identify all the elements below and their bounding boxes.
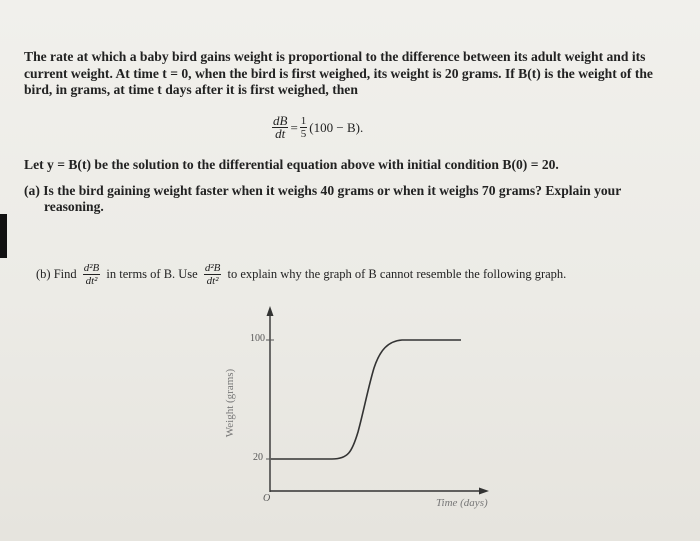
y-axis-label: Weight (grams) <box>224 368 237 438</box>
one-fifth-fraction: $\frac{1}{5}$ <box>300 115 307 140</box>
problem-intro: The rate at which a baby bird gains weight is proportional to the difference between its adult weight and its current weight. At time t = 0, when the bird is first weighed, its weight is 20 grams. If B(t) is the weight of the bird, in grams, at time t days after it is first weighed, then <box>24 49 653 97</box>
initial-condition-statement: Let y = B(t) be the solution to the differential equation above with initial condition B(0) = 20. <box>24 157 559 172</box>
y-tick-label-100: 100 <box>250 333 265 344</box>
part-a-question: (a) Is the bird gaining weight faster when it weighs 40 grams or when it weighs 70 grams? Explain your reasoning. <box>24 183 622 214</box>
x-axis-label: Time (days) <box>436 497 488 509</box>
y-axis-arrow <box>267 306 274 316</box>
dB-dt-fraction: $\frac{dB}{dt}$ <box>273 113 288 141</box>
weight-curve <box>271 340 461 459</box>
part-b-question: (b) Find $\frac{\text{d²B}}{\text{dt²}}$ in terms of B. Use $\frac{\text{d²B}}{\text{dt²}}$ to explain why the graph of B cannot resemble the following graph. <box>36 262 567 287</box>
differential-equation: $\frac{dB}{dt}$ = $\frac{1}{5}$ (100 − B). <box>273 113 364 141</box>
origin-label: O <box>263 493 271 504</box>
y-tick-label-20: 20 <box>253 452 263 463</box>
second-derivative-fraction-2: $\frac{\text{d²B}}{\text{dt²}}$ <box>204 262 221 287</box>
second-derivative-fraction: $\frac{\text{d²B}}{\text{dt²}}$ <box>83 262 100 287</box>
x-axis-arrow <box>479 488 489 495</box>
